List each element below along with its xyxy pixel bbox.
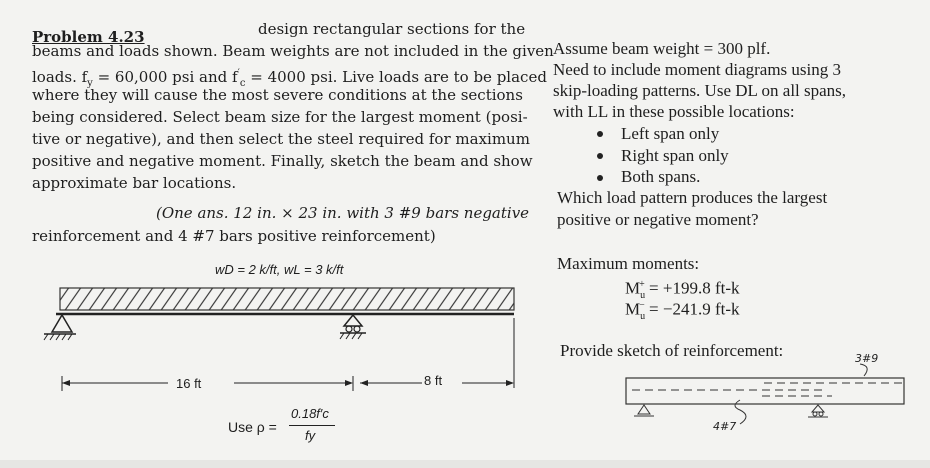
- dimension-lines: [62, 376, 514, 391]
- question-line-1: Which load pattern produces the largest: [557, 188, 828, 207]
- bullet-item-2: Right span only: [621, 146, 729, 165]
- roller-support-middle: [340, 315, 366, 339]
- sketch-bottom-label: 4#7: [713, 420, 737, 433]
- problem-line-5: tive or negative), and then select the steel required for maximum: [32, 130, 530, 148]
- fy-value: = 60,000 psi and f: [92, 68, 238, 86]
- bullet-item-1: Left span only: [621, 124, 720, 143]
- mu-pos-value: = +199.8 ft-k: [644, 278, 740, 298]
- pin-support-left: [44, 315, 76, 340]
- problem-loads-line: loads. $f_y = 60,000$ psi and $f'_c = 4000$ psi. Live loads are to be placed: [32, 68, 547, 89]
- fy-subscript: y: [87, 78, 93, 89]
- mu-positive: $M_u^+ = +199.8$ ft-k: [625, 278, 740, 302]
- sketch-beam-outline: [626, 378, 904, 404]
- problem-line-7: approximate bar locations.: [32, 174, 237, 192]
- mu-neg-symbol: M: [625, 299, 641, 319]
- bullet-item-3: Both spans.: [621, 167, 701, 186]
- span1-label: 16 ft: [176, 376, 202, 391]
- mu-negative: $M_u^- = -241.9$ ft-k: [625, 299, 740, 323]
- problem-line-6: positive and negative moment. Finally, sketch the beam and show: [32, 152, 533, 170]
- rho-numerator: 0.18f′c: [291, 406, 329, 421]
- answer-line-2: reinforcement and 4 #7 bars positive reinforcement): [32, 227, 436, 245]
- beam-diagram: [40, 276, 520, 396]
- bullet-dot-1: [597, 131, 603, 137]
- span2-label: 8 ft: [424, 373, 443, 388]
- mu-neg-value: = −241.9 ft-k: [644, 299, 740, 319]
- bullet-dot-3: [597, 175, 603, 181]
- use-rho-label: Use ρ =: [228, 419, 277, 435]
- sketch-support-right: [808, 405, 828, 417]
- note-line-4: with LL in these possible locations:: [553, 102, 795, 121]
- note-line-3: skip-loading patterns. Use DL on all spans,: [553, 81, 847, 100]
- problem-line-4: being considered. Select beam size for the largest moment (posi-: [32, 108, 528, 126]
- fc-subscript: c: [239, 78, 246, 89]
- sketch-support-left: [634, 405, 654, 416]
- note-line-1: Assume beam weight = 300 plf.: [553, 39, 771, 58]
- max-moments-title: Maximum moments:: [557, 254, 700, 273]
- problem-line-1: design rectangular sections for the: [258, 20, 526, 38]
- question-line-2: positive or negative moment?: [557, 210, 759, 229]
- bottom-edge: [0, 460, 930, 468]
- problem-line-3: where they will cause the most severe conditions at the sections: [32, 86, 523, 104]
- sketch-prompt: Provide sketch of reinforcement:: [560, 341, 784, 360]
- fraction-bar: [289, 425, 335, 426]
- answer-line-1: (One ans. 12 in. × 23 in. with 3 #9 bars negative: [156, 204, 530, 222]
- reinforcement-sketch: [612, 360, 912, 440]
- load-label: wD = 2 k/ft, wL = 3 k/ft: [215, 262, 344, 277]
- sketch-top-label: 3#9: [855, 352, 879, 365]
- distributed-load: [60, 288, 514, 310]
- problem-line-2: beams and loads shown. Beam weights are not included in the given: [32, 42, 554, 60]
- problem-number: Problem 4.23: [32, 28, 145, 46]
- note-line-2: Need to include moment diagrams using 3: [553, 60, 841, 79]
- sketch-top-leader: [860, 364, 867, 376]
- rho-denominator: fy: [305, 428, 316, 443]
- fc-value: = 4000 psi. Live loads are to be placed: [245, 68, 547, 86]
- mu-pos-symbol: M: [625, 278, 641, 298]
- bullet-dot-2: [597, 153, 603, 159]
- loads-prefix: loads. f: [32, 68, 88, 86]
